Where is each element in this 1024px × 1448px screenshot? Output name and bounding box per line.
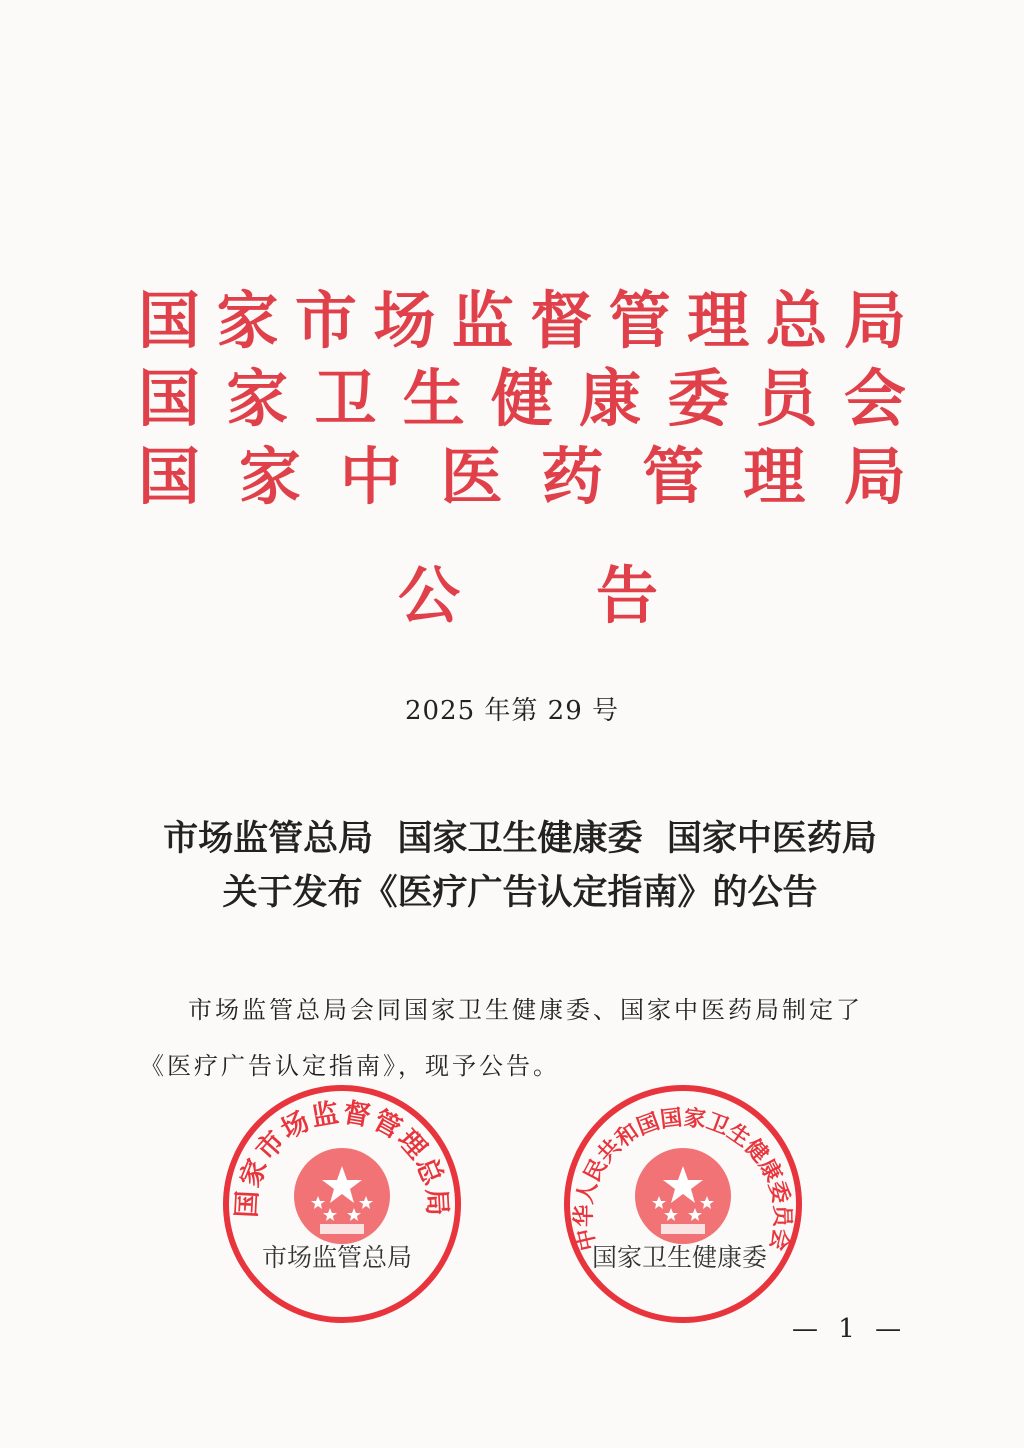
signer-2: 国家卫生健康委 (592, 1243, 768, 1272)
issuer-block (138, 282, 906, 516)
seal-health-commission (563, 1084, 803, 1324)
header-char: 市 (294, 284, 357, 357)
header-char: 局 (843, 284, 906, 357)
header-char: 理 (687, 284, 750, 357)
header-char: 理 (743, 440, 806, 513)
header-char: 国 (138, 284, 201, 357)
signer-1: 市场监管总局 (262, 1243, 413, 1272)
seal-2-text: 中华人民共和国国家卫生健康委员会 (570, 1104, 796, 1254)
header-char: 监 (451, 284, 514, 357)
header-char: 医 (440, 440, 503, 513)
header-char: 家 (238, 440, 301, 513)
header-char: 中 (339, 440, 402, 513)
header-char: 公 (398, 559, 461, 632)
header-char: 健 (490, 362, 553, 435)
issuer-line-2 (138, 360, 906, 438)
title-line-2: 关于发布《医疗广告认定指南》的公告 (222, 873, 818, 913)
header-char: 总 (765, 284, 828, 357)
header-char: 会 (843, 362, 906, 435)
header-char: 家 (226, 362, 289, 435)
header-char: 督 (530, 284, 593, 357)
header-char: 员 (755, 362, 818, 435)
national-emblem-icon (294, 1148, 390, 1244)
header-char: 管 (642, 440, 705, 513)
issuer-line-1 (138, 282, 906, 360)
seal-1-text: 国家市场监督管理总局 (231, 1097, 453, 1219)
issuer-line-3 (138, 438, 906, 516)
body-line-1: 市场监管总局会同国家卫生健康委、国家中医药局制定了 (188, 996, 863, 1024)
header-char: 国 (138, 362, 201, 435)
header-char: 康 (579, 362, 642, 435)
seal-market-regulation (222, 1084, 462, 1324)
header-char: 局 (843, 440, 906, 513)
header-char: 告 (595, 559, 658, 632)
body-line-2: 《医疗广告认定指南》，现予公告。 (140, 1052, 560, 1080)
document-type (398, 556, 658, 636)
header-char: 家 (216, 284, 279, 357)
page-number: — 1 — (792, 1314, 908, 1344)
header-char: 场 (373, 284, 436, 357)
document-number: 2025 年第 29 号 (404, 696, 620, 726)
national-emblem-icon (635, 1148, 731, 1244)
header-char: 生 (402, 362, 465, 435)
header-char: 药 (541, 440, 604, 513)
header-char: 卫 (314, 362, 377, 435)
title-line-1: 市场监管总局 国家卫生健康委 国家中医药局 (163, 819, 877, 859)
header-char: 委 (667, 362, 730, 435)
header-char: 国 (138, 440, 201, 513)
header-char: 管 (608, 284, 671, 357)
document-title (120, 812, 920, 920)
body-paragraph (140, 982, 908, 1094)
